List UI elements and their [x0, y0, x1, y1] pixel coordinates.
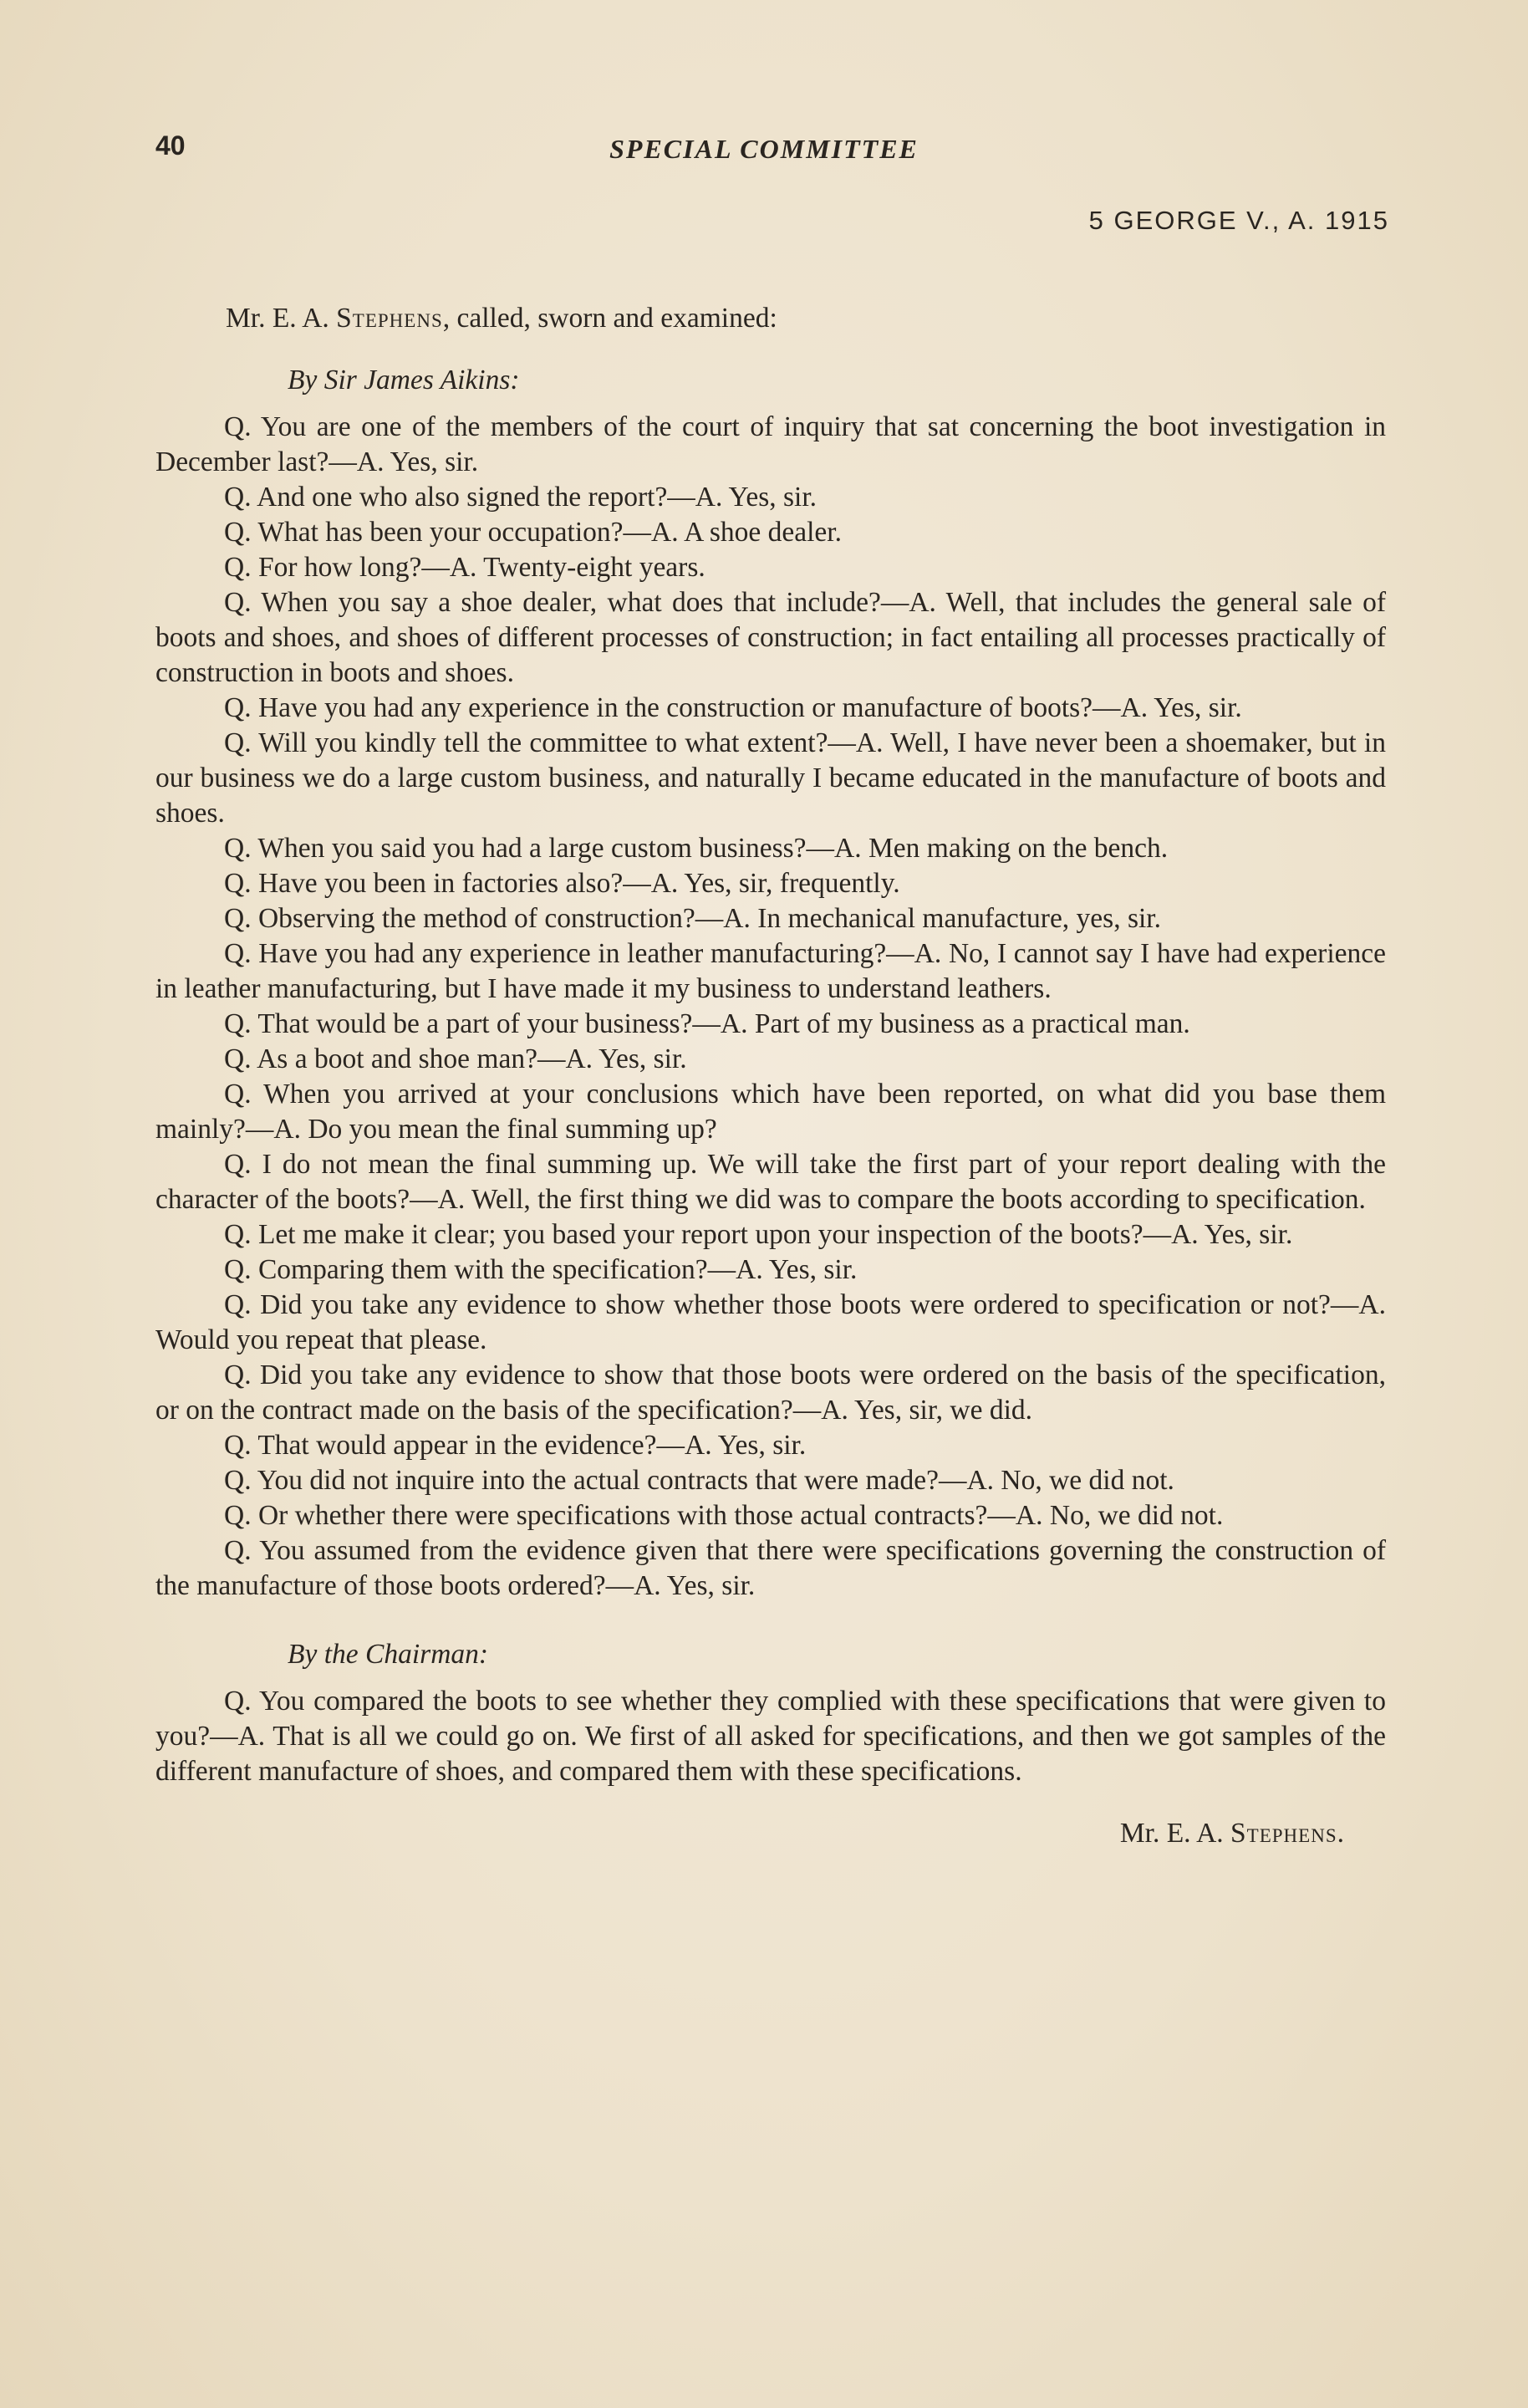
qa-paragraph: Q. Or whether there were specifications with those actual contracts?—A. No, we did not.	[224, 1500, 1224, 1531]
qa-paragraph: Q. I do not mean the final summing up. We will take the first part of your report dealing with the character of the boots?—A. Well, the first thing we did was to compare the boots according to specification.	[155, 1149, 1386, 1215]
qa-paragraph: Q. For how long?—A. Twenty-eight years.	[224, 552, 705, 583]
qa-paragraph: Q. As a boot and shoe man?—A. Yes, sir.	[224, 1043, 687, 1074]
qa-paragraph: Q. Observing the method of construction?—A. In mechanical manufacture, yes, sir.	[224, 903, 1161, 934]
witness-signature-line	[155, 1816, 1344, 1851]
witness-introduction	[226, 301, 1386, 336]
qa-paragraph: Q. You compared the boots to see whether they complied with these specifications that were given to you?—A. That is all we could go on. We first of all asked for specifications, and then we got samples of the different manufacture of shoes, and compared them with these specifications.	[155, 1686, 1386, 1787]
qa-paragraph: Q. You are one of the members of the court of inquiry that sat concerning the boot investigation in December last?—A. Yes, sir.	[155, 411, 1386, 477]
qa-paragraph: Q. That would be a part of your business?—A. Part of my business as a practical man.	[224, 1008, 1190, 1039]
witness-suffix: , called, sworn and examined:	[442, 303, 777, 334]
qa-paragraph: Q. You did not inquire into the actual contracts that were made?—A. No, we did not.	[224, 1465, 1174, 1496]
running-head: SPECIAL COMMITTEE	[609, 134, 919, 164]
examiner-heading: By Sir James Aikins:	[288, 365, 520, 395]
qa-paragraph: Q. Did you take any evidence to show whether those boots were ordered to specification or not?—A. Would you repeat that please.	[155, 1289, 1386, 1355]
witness-surname: Stephens	[336, 303, 443, 334]
qa-paragraph: Q. Have you had any experience in the construction or manufacture of boots?—A. Yes, sir.	[224, 692, 1242, 723]
qa-paragraph: Q. Did you take any evidence to show that those boots were ordered on the basis of the specification, or on the contract made on the basis of the specification?—A. Yes, sir, we did.	[155, 1360, 1386, 1426]
qa-paragraph: Q. You assumed from the evidence given that there were specifications governing the construction of the manufacture of those boots ordered?—A. Yes, sir.	[155, 1535, 1386, 1601]
signature-prefix: Mr. E. A.	[1119, 1818, 1231, 1849]
qa-paragraph: Q. Comparing them with the specification?—A. Yes, sir.	[224, 1254, 858, 1285]
document-body	[155, 301, 1386, 1851]
qa-paragraph: Q. And one who also signed the report?—A. Yes, sir.	[224, 482, 817, 513]
signature-suffix: .	[1337, 1818, 1344, 1849]
qa-paragraph: Q. Have you had any experience in leather manufacturing?—A. No, I cannot say I have had experience in leather manufacturing, but I have made it my business to understand leathers.	[155, 938, 1386, 1004]
qa-paragraph: Q. What has been your occupation?—A. A shoe dealer.	[224, 517, 842, 548]
qa-paragraph: Q. Have you been in factories also?—A. Yes, sir, frequently.	[224, 868, 900, 899]
qa-paragraph: Q. Let me make it clear; you based your report upon your inspection of the boots?—A. Yes, sir.	[224, 1219, 1293, 1250]
qa-paragraph: Q. When you said you had a large custom business?—A. Men making on the bench.	[224, 833, 1169, 864]
qa-paragraph: Q. That would appear in the evidence?—A. Yes, sir.	[224, 1430, 807, 1461]
page-number: 40	[155, 130, 186, 161]
qa-paragraph: Q. When you arrived at your conclusions which have been reported, on what did you base them mainly?—A. Do you mean the final summing up?	[155, 1079, 1386, 1145]
examiner-heading: By the Chairman:	[288, 1639, 489, 1670]
witness-prefix: Mr. E. A.	[226, 303, 337, 334]
signature-surname: Stephens	[1230, 1818, 1337, 1849]
qa-paragraph: Q. Will you kindly tell the committee to what extent?—A. Well, I have never been a shoemaker, but in our business we do a large custom business, and naturally I became educated in the manufacture of boots and shoes.	[155, 727, 1386, 829]
session-reference: 5 GEORGE V., A. 1915	[1088, 206, 1389, 235]
examination-sir-james-aikins	[155, 363, 1386, 1604]
examination-chairman	[155, 1637, 1386, 1789]
qa-paragraph: Q. When you say a shoe dealer, what does that include?—A. Well, that includes the general sale of boots and shoes, and shoes of different processes of construction; in fact entailing all processes practically of construction in boots and shoes.	[155, 587, 1386, 688]
